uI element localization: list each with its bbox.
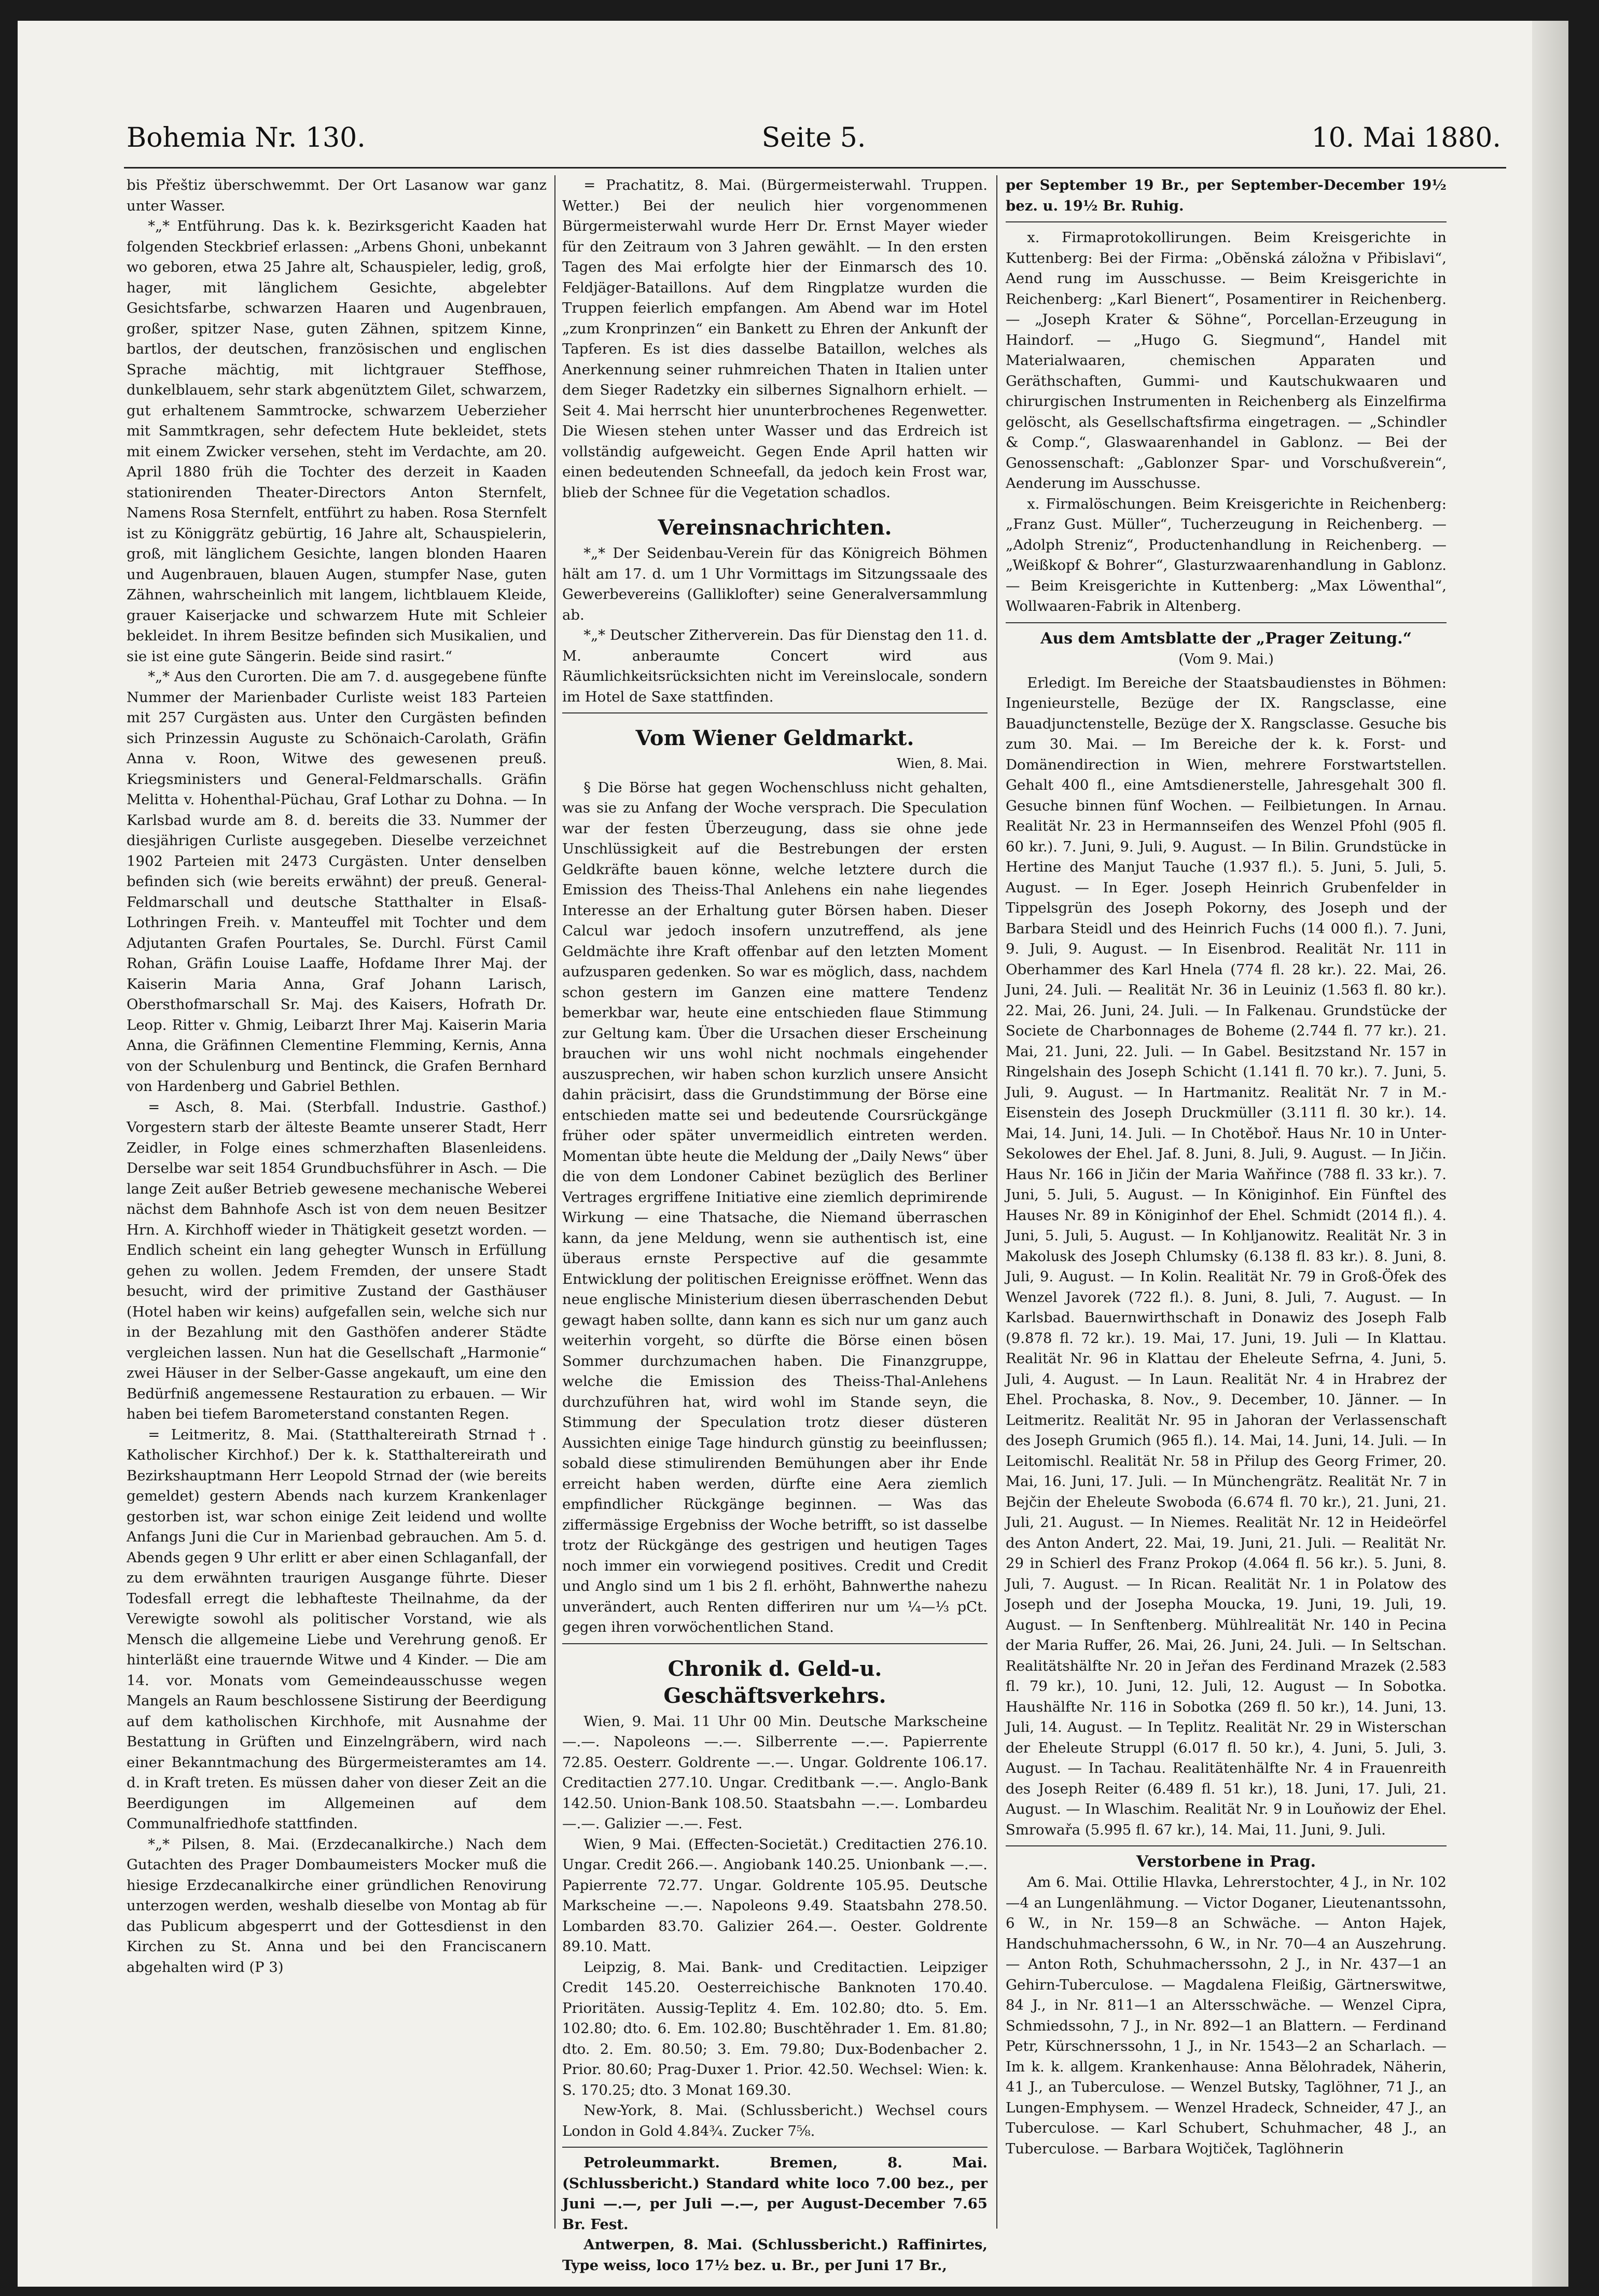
- page-number: Seite 5.: [761, 122, 866, 153]
- article-paragraph: *„* Der Seidenbau-Verein für das Königreich Böhmen hält am 17. d. um 1 Uhr Vormittags im Sitzungssaale des Gewerbevereins (Galliklofter) seine Generalversammlung ab.: [562, 545, 988, 623]
- section-divider: [1006, 221, 1447, 222]
- section-title-amtsblatt: Aus dem Amtsblatte der „Prager Zeitung.“: [1040, 629, 1412, 648]
- article-paragraph: *„* Aus den Curorten. Die am 7. d. ausgegebene fünfte Nummer der Marienbader Curliste weist 183 Parteien mit 257 Curgästen aus. Unter den Curgästen befinden sich Prinzessin Auguste zu Schönaich-Carolath, Gräfin Anna v. Roon, Witwe des gewesenen preuß. Kriegsministers und General-Feldmarschalls. Gräfin Melitta v. Hohenthal-Püchau, Graf Lothar zu Dohna. — In Karlsbad wurde am 8. d. bereits die 33. Nummer der diesjährigen Curliste ausgegeben. Dieselbe verzeichnet 1902 Parteien mit 2473 Curgästen. Unter denselben befinden sich (wie bereits erwähnt) der preuß. General-Feldmarschall und deutsche Statthalter in Elsaß-Lothringen Freih. v. Manteuffel mit Tochter und dem Adjutanten Grafen Pourtales, Se. Durchl. Fürst Camil Rohan, Gräfin Louise Laaffe, Hofdame Ihrer Maj. der Kaiserin Maria Anna, Graf Johann Larisch, Obersthofmarschall Sr. Maj. des Kaisers, Hofrath Dr. Leop. Ritter v. Ghmig, Leibarzt Ihrer Maj. Kaiserin Maria Anna, die Gräfinnen Clementine Flemming, Kernis, Anna von der Schulenburg und Bentinck, die Grafen Bernhard von Hardenberg und Gabriel Bethlen.: [127, 668, 547, 1095]
- issue-date: 10. Mai 1880.: [1311, 122, 1501, 153]
- article-paragraph: = Prachatitz, 8. Mai. (Bürgermeisterwahl. Truppen. Wetter.) Bei der neulich hier vorgenommenen Bürgermeisterwahl wurde Herr Dr. Ernst Mayer wieder für den Zeitraum von 3 Jahren gewählt. — In den ersten Tagen des Mai erfolgte hier der Einmarsch des 10. Feldjäger-Bataillons. Auf dem Ringplatze wurden die Truppen feierlich empfangen. Am Abend war im Hotel „zum Kronprinzen“ ein Bankett zu Ehren der Ankunft der Tapferen. Es ist dies dasselbe Bataillon, welches als Anerkennung seiner ruhmreichen Thaten in Italien unter dem Sieger Radetzky ein silbernes Signalhorn erhielt. — Seit 4. Mai herrscht hier ununterbrochenes Regenwetter. Die Wiesen stehen unter Wasser und das Erdreich ist vollständig aufgeweicht. Gegen Ende April hatten wir einen bedeutenden Schneefall, da jedoch kein Frost war, blieb der Schnee für die Vegetation schadlos.: [562, 177, 988, 501]
- market-paragraph: per September 19 Br., per September-December 19½ bez. u. 19½ Br. Ruhig.: [1006, 177, 1447, 214]
- section-divider: [562, 712, 988, 713]
- masthead-issue: Bohemia Nr. 130.: [127, 122, 366, 153]
- article-paragraph: x. Firmalöschungen. Beim Kreisgerichte in Reichenberg: „Franz Gust. Müller“, Tucherzeugung in Reichenberg. — „Adolph Streniz“, Productenhandlung in Reichenberg. — „Weißkopf & Bohrer“, Glasturzwaarenhandlung in Gablonz. — Beim Kreisgerichte in Kuttenberg: „Max Löwenthal“, Wollwaaren-Fabrik in Altenberg.: [1006, 495, 1447, 614]
- article-paragraph: *„* Entführung. Das k. k. Bezirksgericht Kaaden hat folgenden Steckbrief erlassen: „Arbens Ghoni, unbekannt wo geboren, etwa 25 Jahre alt, Schauspieler, ledig, groß, hager, mit länglichem Gesichte, abgelebter Gesichtsfarbe, schwarzen Haaren und Augenbrauen, großer, spitzer Nase, guten Zähnen, spitzem Kinne, bartlos, der deutschen, französischen und englischen Sprache mächtig, mit lichtgrauer Steffhose, dunkelblauem, sehr stark abgenütztem Gilet, schwarzem, gut erhaltenem Sammtrocke, schwarzem Ueberzieher mit Sammtkragen, sehr defectem Hute bekleidet, stets mit einem Zwicker versehen, steht im Verdachte, am 20. April 1880 früh die Tochter des derzeit in Kaaden stationirenden Theater-Directors Anton Sternfelt, Namens Rosa Sternfelt, entführt zu haben. Rosa Sternfelt ist zu Königgrätz gebürtig, 16 Jahre alt, Schauspielerin, groß, mit länglichem Gesichte, langen blonden Haaren und Augenbrauen, blauen Augen, stumpfer Nase, guten Zähnen, wahrscheinlich mit langem, lichtblauem Kleide, grauer Kaiserjacke und schwarzem Hute mit Schleier bekleidet. In ihrem Besitze befinden sich Musikalien, und sie ist eine gute Sängerin. Beide sind rasirt.“: [127, 218, 547, 665]
- section-title-chronik: Chronik d. Geld-u. Geschäftsverkehrs.: [663, 1656, 886, 1708]
- section-divider: [562, 2147, 988, 2148]
- market-paragraph: Wien, 9 Mai. (Effecten-Societät.) Creditactien 276.10. Ungar. Credit 266.—. Angiobank 140.25. Unionbank —.—. Papierrente 72.77. Ungar. Goldrente 105.95. Deutsche Markscheine —.—. Napoleons 9.49. Staatsbahn 278.50. Lombarden 83.70. Galizier 264.—. Oester. Goldrente 89.10. Matt.: [562, 1836, 988, 1955]
- section-divider: [1006, 1845, 1447, 1846]
- market-paragraph: New-York, 8. Mai. (Schlussbericht.) Wechsel cours London in Gold 4.84¾. Zucker 7⅝.: [562, 2102, 988, 2139]
- page-header: [127, 122, 1501, 164]
- article-paragraph: § Die Börse hat gegen Wochenschluss nicht gehalten, was sie zu Anfang der Woche versprach. Die Speculation war der festen Überzeugung, dass sie ohne jede Unschlüssigkeit auf die Bestrebungen der ersten Geldkräfte bauen könne, welche letztere durch die Emission des Theiss-Thal Anlehens ein nahe liegendes Interesse an der Erhaltung guter Börsen haben. Dieser Calcul war jedoch insofern unzutreffend, als jene Geldmächte ihre Kraft offenbar auf den letzten Moment aufzusparen gedenken. So war es möglich, dass, nachdem schon gestern im Ganzen eine mattere Tendenz bemerkbar war, heute eine entschieden flaue Stimmung zur Geltung kam. Über die Ursachen dieser Erscheinung brauchen wir uns wohl nicht nochmals eingehender auszusprechen, wir haben schon kurzlich unsere Ansicht dahin präcisirt, dass die Grundstimmung der Börse eine entschieden matte sei und bedeutende Coursrückgänge früher oder später unvermeidlich eintreten werden. Momentan übte heute die Meldung der „Daily News“ über die von dem Londoner Cabinet bezüglich des Berliner Vertrages ergriffene Initiative eine ziemlich deprimirende Wirkung — eine Thatsache, die Niemand überraschen kann, da jene Meldung, wenn sie authentisch ist, eine überaus ernste Perspective auf die gesammte Entwicklung der politischen Ereignisse eröffnet. Wenn das neue englische Ministerium diesen überraschenden Debut gewagt haben sollte, dann kann es sich nur um ganz auch weiterhin vorgeht, so dürfte die Börse einen bösen Sommer durchzumachen haben. Die Finanzgruppe, welche die Emission des Theiss-Thal-Anlehens durchzuführen hat, wird wohl im Stande seyn, die Stimmung der Speculation trotz dieser düsteren Aussichten einige Tage hindurch günstig zu beeinflussen; sobald diese stimulirenden Bemühungen aber ihr Ende erreicht haben werden, dürfte eine Aera ziemlich empfindlicher Rückgänge beginnen. — Was das ziffermässige Ergebniss der Woche betrifft, so ist dasselbe trotz der Rückgänge des gestrigen und heutigen Tages noch immer ein vorwiegend positives. Credit und Credit und Anglo sind um 1 bis 2 fl. erhöht, Bahnwerthe nahezu unverändert, auch Renten differiren nur um ¼—⅓ pCt. gegen ihren vorwöchentlichen Stand.: [562, 779, 988, 1635]
- section-title-vereinsnachrichten: Vereinsnachrichten.: [658, 515, 892, 540]
- section-divider: [562, 1643, 988, 1644]
- market-paragraph: Antwerpen, 8. Mai. (Schlussbericht.) Raffinirtes, Type weiss, loco 17½ bez. u. Br., per Juni 17 Br.,: [562, 2236, 988, 2274]
- article-paragraph: Am 6. Mai. Ottilie Hlavka, Lehrerstochter, 4 J., in Nr. 102—4 an Lungenlähmung. — Victor Doganer, Lieutenantssohn, 6 W., in Nr. 159—8 an Schwäche. — Anton Hajek, Handschuhmacherssohn, 6 W., in Nr. 70—4 an Auszehrung. — Anton Roth, Schuhmacherssohn, 2 J., in Nr. 437—1 an Gehirn-Tuberculose. — Magdalena Fleißig, Gärtnerswitwe, 84 J., in Nr. 811—1 an Altersschwäche. — Wenzel Cipra, Schmiedssohn, 7 J., in Nr. 892—1 an Blattern. — Ferdinand Petr, Kürschnerssohn, 1 J., in Nr. 1543—2 an Scharlach. — Im k. k. allgem. Krankenhause: Anna Bělohradek, Näherin, 41 J., an Tuberculose. — Wenzel Butsky, Taglöhner, 71 J., an Lungen-Emphysem. — Wenzel Hradeck, Schneider, 47 J., an Tuberculose. — Karl Schubert, Schuhmacher, 48 J., an Tuberculose. — Barbara Wojtiček, Taglöhnerin: [1006, 1874, 1447, 2157]
- column-3: [1006, 175, 1447, 2229]
- section-title-geldmarkt: Vom Wiener Geldmarkt.: [635, 726, 914, 750]
- article-paragraph: *„* Deutscher Zitherverein. Das für Dienstag den 11. d. M. anberaumte Concert wird aus Räumlichkeitsrücksichten nicht im Vereinslocale, sondern im Hotel de Saxe stattfinden.: [562, 627, 988, 705]
- article-paragraph: Erledigt. Im Bereiche der Staatsbaudienstes in Böhmen: Ingenieurstelle, Bezüge der IX. Rangsclasse, eine Bauadjunctenstelle, Bezüge der X. Rangsclasse. Gesuche bis zum 30. Mai. — Im Bereiche der k. k. Forst- und Domänendirection in Wien, mehrere Forstwartstellen. Gehalt 400 fl., eine Amtsdienerstelle, Jahresgehalt 300 fl. Gesuche binnen fünf Wochen. — Feilbietungen. In Arnau. Realität Nr. 23 in Hermannseifen des Wenzel Pfohl (905 fl. 60 kr.). 7. Juni, 9. Juli, 9. August. — In Bilin. Grundstücke in Hertine des Manjut Tauche (1.937 fl.). 5. Juni, 5. Juli, 5. August. — In Eger. Joseph Heinrich Grubenfelder in Tippelsgrün des Joseph Pokorny, des Joseph und der Barbara Steidl und des Heinrich Fuchs (14 000 fl.). 7. Juni, 9. Juli, 9. August. — In Eisenbrod. Realität Nr. 111 in Oberhammer des Karl Hnela (774 fl. 28 kr.). 22. Mai, 26. Juni, 24. Juli. — Realität Nr. 36 in Leuiniz (1.563 fl. 80 kr.). 22. Mai, 26. Juni, 24. Juli. — In Falkenau. Grundstücke der Societe de Charbonnages de Boheme (2.744 fl. 77 kr.). 21. Mai, 21. Juni, 22. Juli. — In Gabel. Besitzstand Nr. 157 in Ringelshain des Joseph Schicht (1.141 fl. 70 kr.). 7. Juni, 5. Juli, 9. August. — In Hartmanitz. Realität Nr. 7 in M.-Eisenstein des Joseph Druckmüller (3.111 fl. 30 kr.). 14. Mai, 14. Juni, 14. Juli. — In Chotěboř. Haus Nr. 10 in Unter-Sekolowes der Ehel. Jaf. 8. Juni, 8. Juli, 9. August. — In Jičin. Haus Nr. 166 in Jičin der Maria Waňřince (788 fl. 33 kr.). 7. Juni, 5. Juli, 5. August. — In Königinhof. Ein Fünftel des Hauses Nr. 89 in Königinhof der Ehel. Schmidt (2014 fl.). 4. Juni, 5. Juli, 5. August. — In Kohljanowitz. Realität Nr. 3 in Makolusk des Joseph Chlumsky (6.138 fl. 83 kr.). 8. Juni, 8. Juli, 9. August. — In Kolin. Realität Nr. 79 in Groß-Öfek des Wenzel Javorek (722 fl.). 8. Juni, 8. Juli, 7. August. — In Karlsbad. Bauernwirthschaft in Donawiz des Joseph Falb (9.878 fl. 72 kr.). 19. Mai, 17. Juni, 19. Juli — In Klattau. Realität Nr. 96 in Klattau der Eheleute Sefrna, 4. Juni, 5. Juli, 4. August. — In Laun. Realität Nr. 4 in Hrabrez der Ehel. Prochaska, 8. Nov., 9. December, 10. Jänner. — In Leitmeritz. Realität Nr. 95 in Jahoran der Verlassenschaft des Joseph Grumich (965 fl.). 14. Mai, 14. Juni, 14. Juli. — In Leitomischl. Realität Nr. 58 in Přilup des Georg Frimer, 20. Mai, 16. Juni, 17. Juli. — In Münchengrätz. Realität Nr. 7 in Bejčin der Eheleute Swoboda (6.674 fl. 70 kr.), 21. Juni, 21. Juli, 21. August. — In Niemes. Realität Nr. 12 in Heideörfel des Anton Andert, 22. Mai, 19. Juni, 21. Juli. — Realität Nr. 29 in Schierl des Franz Prokop (4.064 fl. 56 kr.). 5. Juni, 8. Juli, 7. August. — In Rican. Realität Nr. 1 in Polatow des Joseph und der Josepha Moucka, 19. Juni, 19. Juli, 19. August. — In Senftenberg. Mühlrealität Nr. 140 in Pecina der Maria Ruffer, 26. Mai, 26. Juni, 24. Juli. — In Seltschan. Realitätshälfte Nr. 20 in Jeřan des Ferdinand Mrazek (2.583 fl. 79 kr.), 10. Juni, 12. Juli, 12. August — In Sobotka. Haushälfte Nr. 116 in Sobotka (269 fl. 50 kr.), 14. Juni, 13. Juli, 14. August. — In Teplitz. Realität Nr. 29 in Wisterschan der Eheleute Struppl (6.017 fl. 50 kr.), 4. Juni, 5. Juli, 3. August. — In Tachau. Realitätenhälfte Nr. 4 in Frauenreith des Joseph Reiter (6.489 fl. 51 kr.), 18. Juni, 17. Juli, 21. August. — In Wlaschim. Realität Nr. 9 in Louňowiz der Ehel. Smrowařa (5.995 fl. 67 kr.), 14. Mai, 11. Juni, 9. Juli.: [1006, 674, 1447, 1838]
- section-title-verstorbene: Verstorbene in Prag.: [1136, 1853, 1316, 1871]
- dateline: Wien, 8. Mai.: [896, 756, 988, 772]
- column-rule: [996, 175, 997, 2229]
- column-1: [127, 175, 547, 2229]
- newspaper-page: [18, 21, 1568, 2287]
- column-rule: [554, 175, 555, 2229]
- market-paragraph: Wien, 9. Mai. 11 Uhr 00 Min. Deutsche Markscheine —.—. Napoleons —.—. Silberrente —.—. Papierrente 72.85. Oesterr. Goldrente —.—. Ungar. Goldrente 106.17. Creditactien 277.10. Ungar. Creditbank —.—. Anglo-Bank 142.50. Union-Bank 108.50. Staatsbahn —.—. Lombardeu —.—. Galizier —.—. Fest.: [562, 1713, 988, 1832]
- article-paragraph: *„* Pilsen, 8. Mai. (Erzdecanalkirche.) Nach dem Gutachten des Prager Dombaumeisters Mocker muß die hiesige Erzdecanalkirche einer gründlichen Renovirung unterzogen werden, weshalb dieselbe von Montag ab für das Publicum abgesperrt und der Gottesdienst in den Kirchen zu St. Anna und bei den Franciscanern abgehalten wird (P 3): [127, 1836, 547, 1976]
- article-paragraph: bis Přeštiz überschwemmt. Der Ort Lasanow war ganz unter Wasser.: [127, 177, 547, 214]
- section-subtitle: (Vom 9. Mai.): [1178, 651, 1274, 667]
- article-paragraph: x. Firmaprotokollirungen. Beim Kreisgerichte in Kuttenberg: Bei der Firma: „Obĕnská záložna v Přibislavi“, Aend rung im Ausschusse. — Beim Kreisgerichte in Reichenberg: „Karl Bienert“, Posamentirer in Reichenberg. — „Joseph Krater & Söhne“, Porcellan-Erzeugung in Haindorf. — „Hugo G. Siegmund“, Handel mit Materialwaaren, chemischen Apparaten und Geräthschaften, Gummi- und Kautschukwaaren und chirurgischen Instrumenten in Reichenberg als Einzelfirma gelöscht, als Gesellschaftsfirma eingetragen. — „Schindler & Comp.“, Glaswaarenhandel in Gablonz. — Bei der Genossenschaft: „Gablonzer Spar- und Vorschußverein“, Aenderung im Ausschusse.: [1006, 229, 1447, 492]
- column-2: [562, 175, 988, 2274]
- section-divider: [1006, 622, 1447, 623]
- header-rule: [124, 167, 1506, 169]
- article-paragraph: = Leitmeritz, 8. Mai. (Statthaltereirath Strnad †. Katholischer Kirchhof.) Der k. k. Statthaltereirath und Bezirkshauptmann Herr Leopold Strnad der (wie bereits gemeldet) gestern Abends nach kurzem Krankenlager gestorben ist, war schon einige Zeit leidend und wollte Anfangs Juni die Cur in Marienbad gebrauchen. Am 5. d. Abends gegen 9 Uhr erlitt er aber einen Schlaganfall, der zu dem erwähnten traurigen Ausgange führte. Dieser Todesfall erregt die lebhafteste Theilnahme, da der Verewigte sowohl als politischer Vorstand, wie als Mensch die allgemeine Liebe und Verehrung genoß. Er hinterläßt eine trauernde Witwe und 4 Kinder. — Die am 14. vor. Monats vom Gemeindeausschusse wegen Mangels an Raum beschlossene Sistirung der Beerdigung auf dem katholischen Kirchhofe, mit Ausnahme der Bestattung in Grüften und Einzelngräbern, wird nach einer Bekanntmachung des Bürgermeisteramtes am 14. d. in Kraft treten. Es müssen daher von dieser Zeit an die Beerdigungen im Allgemeinen auf dem Communalfriedhofe stattfinden.: [127, 1426, 547, 1832]
- market-paragraph: Leipzig, 8. Mai. Bank- und Creditactien. Leipziger Credit 145.20. Oesterreichische Banknoten 170.40. Prioritäten. Aussig-Teplitz 4. Em. 102.80; dto. 5. Em. 102.80; dto. 6. Em. 102.80; Buschtěhrader 1. Em. 81.80; dto. 2. Em. 80.50; 3. Em. 79.80; Dux-Bodenbacher 2. Prior. 80.60; Prag-Duxer 1. Prior. 42.50. Wechsel: Wien: k. S. 170.25; dto. 3 Monat 169.30.: [562, 1958, 988, 2098]
- market-paragraph: Petroleummarkt. Bremen, 8. Mai. (Schlussbericht.) Standard white loco 7.00 bez., per Juni —.—, per Juli —.—, per August-December 7.65 Br. Fest.: [562, 2154, 988, 2233]
- article-paragraph: = Asch, 8. Mai. (Sterbfall. Industrie. Gasthof.) Vorgestern starb der älteste Beamte unserer Stadt, Herr Zeidler, in Folge eines schmerzhaften Blasenleidens. Derselbe war seit 1854 Grundbuchsführer in Asch. — Die lange Zeit außer Betrieb gewesene mechanische Weberei nächst dem Bahnhofe Asch ist von dem neuen Besitzer Hrn. A. Kirchhoff wieder in Thätigkeit gesetzt worden. — Endlich scheint ein lang gehegter Wunsch in Erfüllung gehen zu wollen. Jedem Fremden, der unsere Stadt besucht, wird der primitive Zustand der Gasthäuser (Hotel haben wir keins) aufgefallen sein, welche sich nur in der Bezahlung mit den Gasthöfen anderer Städte vergleichen lassen. Nun hat die Gesellschaft „Harmonie“ zwei Häuser in der Selber-Gasse angekauft, um eine den Bedürfniß angemessene Restauration zu erbauen. — Wir haben bei tiefem Barometerstand constanten Regen.: [127, 1098, 547, 1422]
- page-edge-shadow: [1532, 21, 1568, 2287]
